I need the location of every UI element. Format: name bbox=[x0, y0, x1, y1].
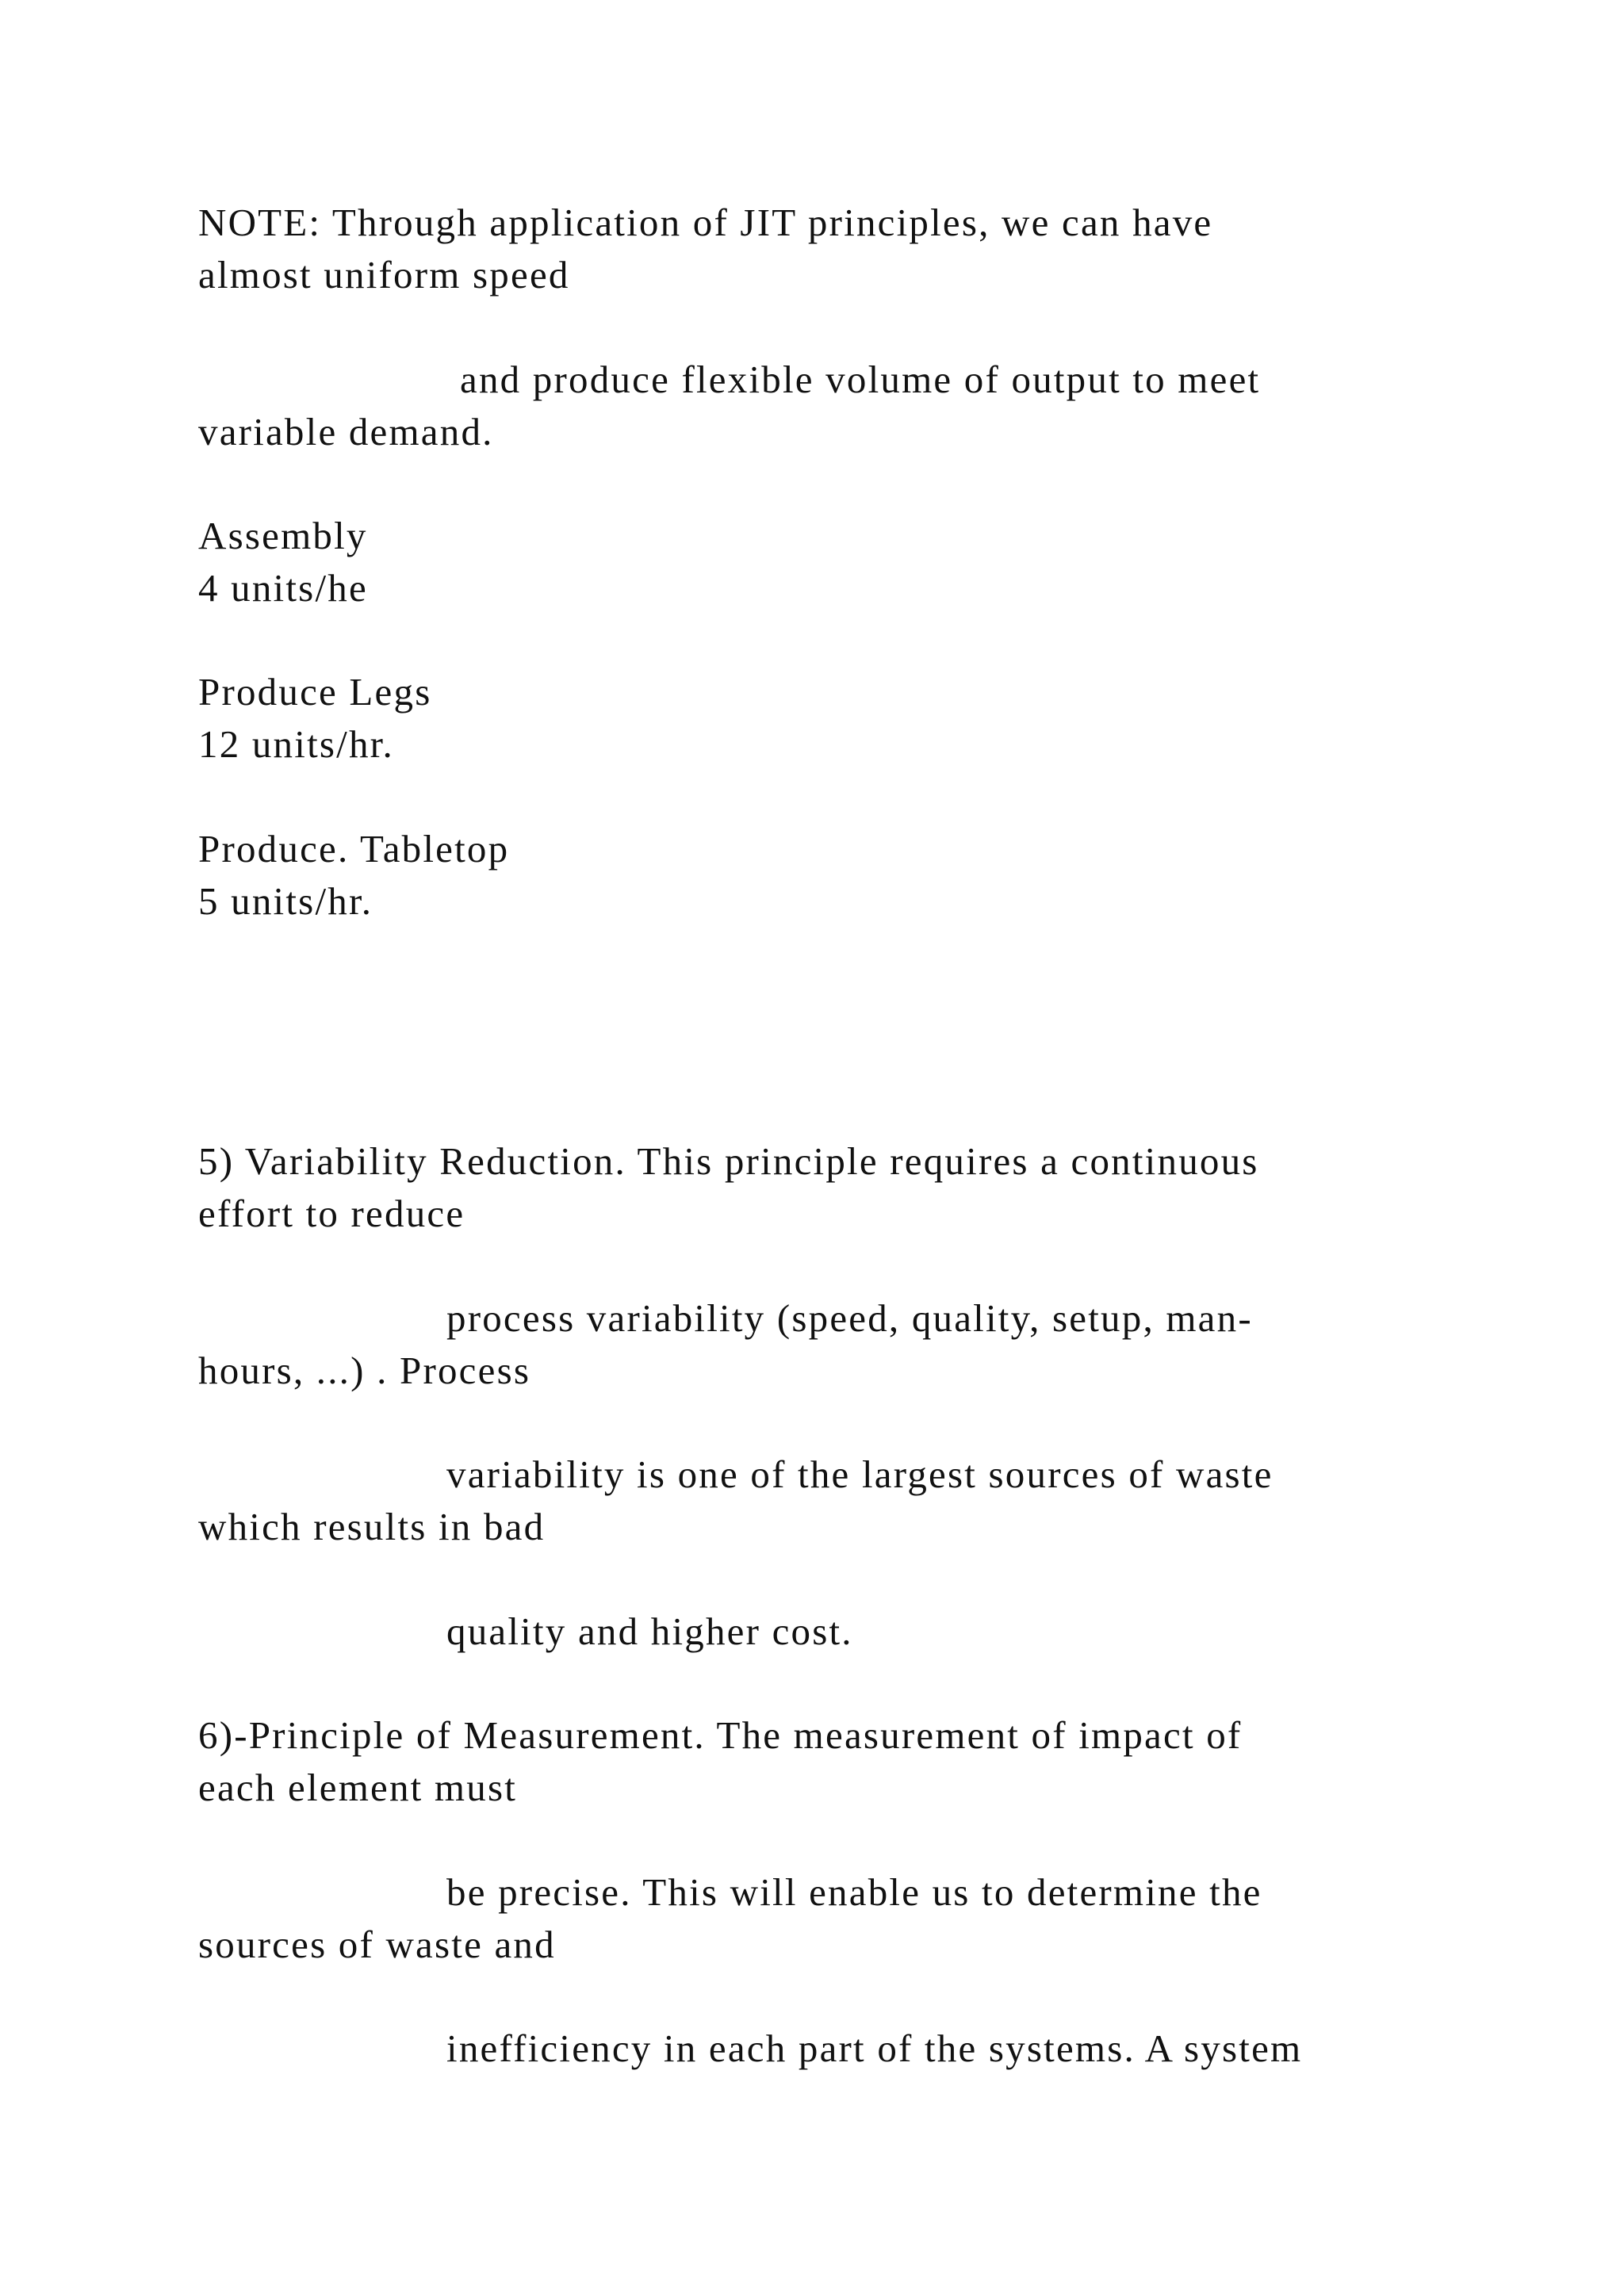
principle6-line-4: sources of waste and bbox=[198, 1923, 556, 1966]
principle5-line-6: which results in bad bbox=[198, 1505, 546, 1548]
principle5-line-1: 5) Variability Reduction. This principle requires a continuous bbox=[198, 1139, 1259, 1183]
principle5-line-5: variability is one of the largest sources of waste bbox=[446, 1452, 1274, 1496]
principle5-line-7: quality and higher cost. bbox=[446, 1609, 853, 1653]
principle6-line-3: be precise. This will enable us to determine the bbox=[446, 1870, 1262, 1914]
note-line-1: NOTE: Through application of JIT principles, we can have bbox=[198, 201, 1213, 244]
principle5-line-4: hours, ...) . Process bbox=[198, 1349, 531, 1392]
principle6-line-1: 6)-Principle of Measurement. The measurement of impact of bbox=[198, 1713, 1243, 1757]
station-legs-name: Produce Legs bbox=[198, 670, 432, 714]
station-tabletop-rate: 5 units/hr. bbox=[198, 879, 373, 923]
principle6-line-2: each element must bbox=[198, 1766, 518, 1809]
note-line-3: and produce flexible volume of output to meet bbox=[460, 358, 1261, 401]
principle6-line-5: inefficiency in each part of the systems. A system bbox=[446, 2026, 1303, 2070]
note-line-4: variable demand. bbox=[198, 410, 494, 453]
station-tabletop-name: Produce. Tabletop bbox=[198, 827, 510, 871]
station-assembly-rate: 4 units/he bbox=[198, 566, 368, 610]
note-line-2: almost uniform speed bbox=[198, 253, 570, 297]
principle5-line-2: effort to reduce bbox=[198, 1192, 465, 1235]
station-assembly-name: Assembly bbox=[198, 514, 368, 557]
principle5-line-3: process variability (speed, quality, setup, man- bbox=[446, 1296, 1253, 1340]
station-legs-rate: 12 units/hr. bbox=[198, 722, 394, 766]
